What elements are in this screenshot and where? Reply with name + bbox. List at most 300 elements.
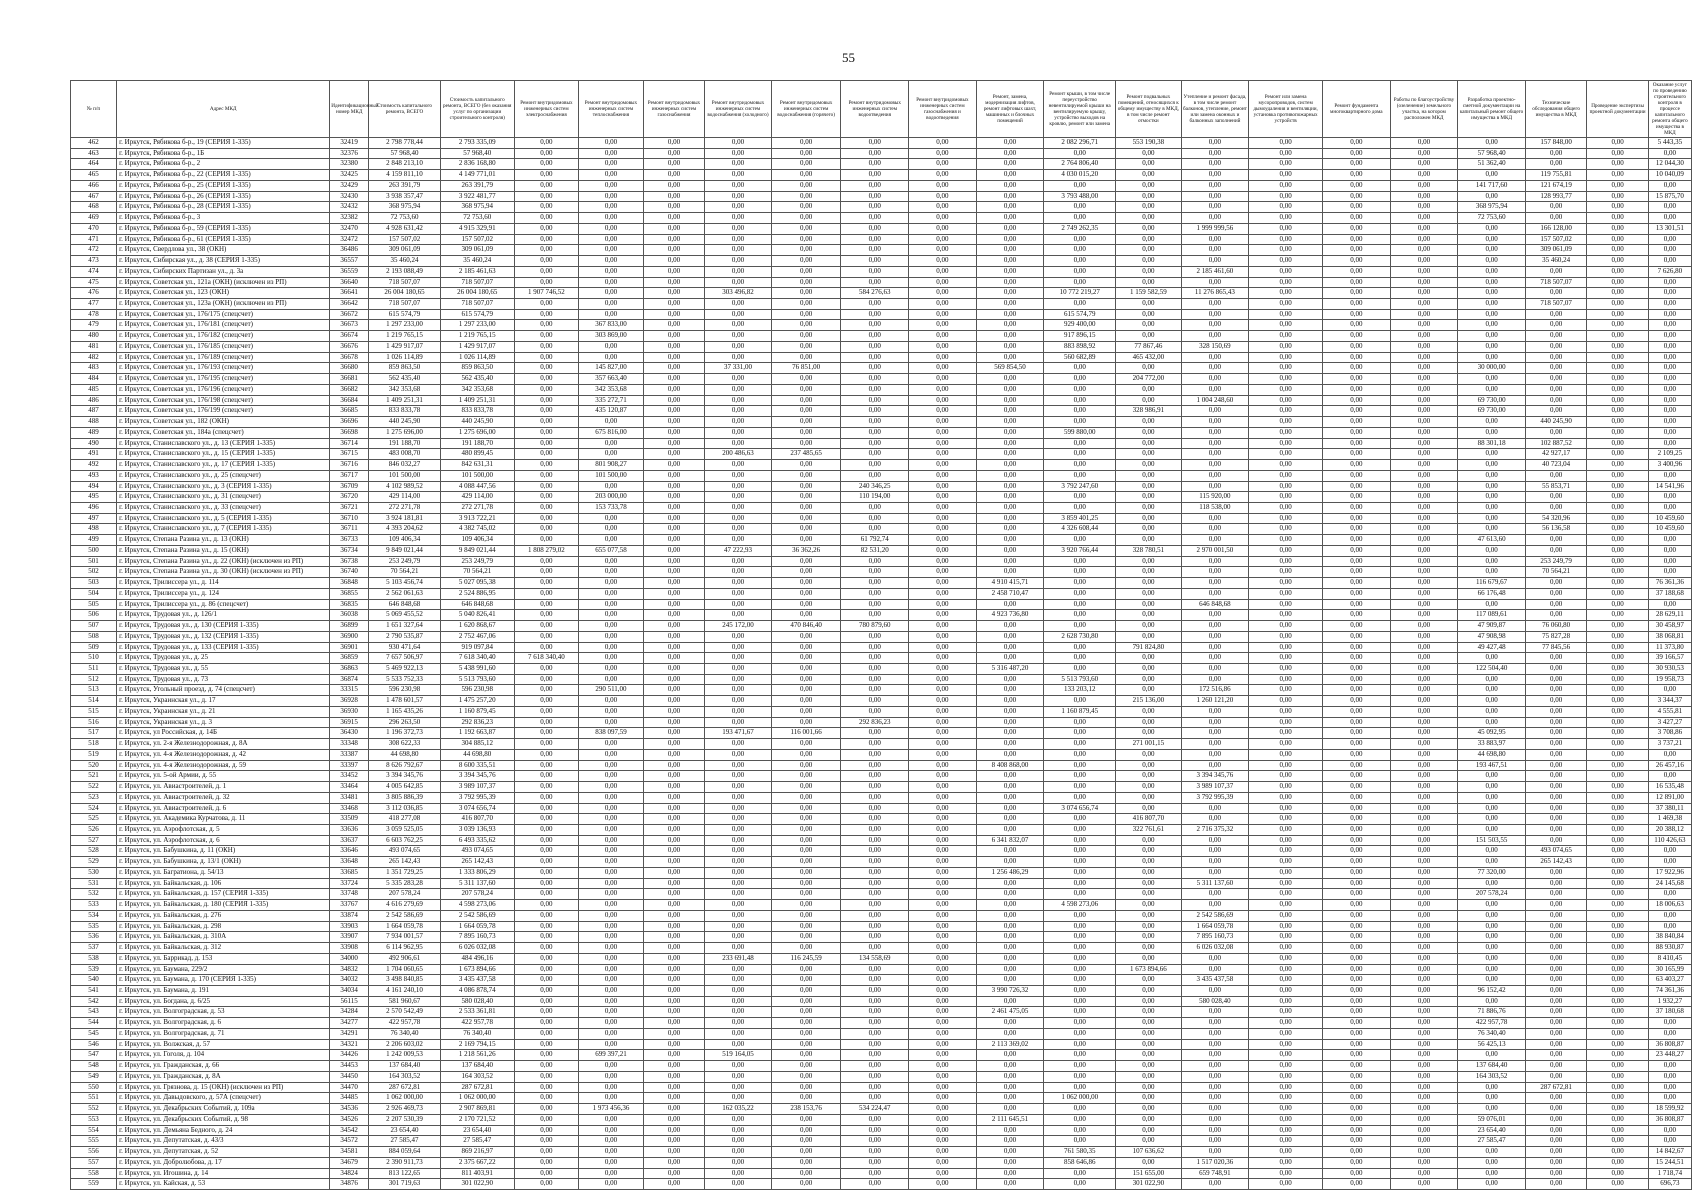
- amount-cell: 368 975,94: [440, 202, 514, 213]
- column-header: Ремонт внутридомовых инженерных систем газоснабжения и водоотведения: [909, 81, 977, 138]
- amount-cell: 0,00: [705, 460, 772, 471]
- amount-cell: 2 193 088,49: [369, 266, 441, 277]
- amount-cell: 0,00: [1249, 631, 1323, 642]
- amount-cell: 0,00: [1181, 814, 1249, 825]
- amount-cell: 0,00: [1390, 159, 1458, 170]
- amount-cell: 0,00: [705, 1071, 772, 1082]
- amount-cell: 0,00: [1323, 578, 1391, 589]
- amount-cell: 0,00: [1390, 170, 1458, 181]
- amount-cell: 0,00: [841, 696, 909, 707]
- table-row: [71, 642, 1692, 653]
- amount-cell: 26 457,16: [1648, 760, 1691, 771]
- amount-cell: 0,00: [976, 1018, 1044, 1029]
- table-row: [71, 717, 1692, 728]
- amount-cell: 0,00: [1044, 760, 1116, 771]
- amount-cell: 69 730,00: [1458, 395, 1526, 406]
- amount-cell: 265 142,43: [1525, 857, 1586, 868]
- id-cell: 34572: [330, 1136, 369, 1147]
- amount-cell: 0,00: [705, 1168, 772, 1179]
- amount-cell: 6 603 762,25: [369, 835, 441, 846]
- amount-cell: 0,00: [1525, 266, 1586, 277]
- amount-cell: 0,00: [1044, 986, 1116, 997]
- amount-cell: 0,00: [514, 996, 579, 1007]
- table-row: [71, 159, 1692, 170]
- amount-cell: 0,00: [1458, 234, 1526, 245]
- amount-cell: 0,00: [514, 374, 579, 385]
- amount-cell: 0,00: [1323, 867, 1391, 878]
- id-cell: 36930: [330, 706, 369, 717]
- amount-cell: 0,00: [1044, 1104, 1116, 1115]
- amount-cell: 0,00: [1390, 846, 1458, 857]
- id-cell: 33903: [330, 921, 369, 932]
- amount-cell: 0,00: [1648, 245, 1691, 256]
- amount-cell: 0,00: [1181, 1018, 1249, 1029]
- amount-cell: 0,00: [1044, 578, 1116, 589]
- amount-cell: 0,00: [643, 1168, 704, 1179]
- amount-cell: 0,00: [1458, 964, 1526, 975]
- row-number-cell: 556: [71, 1147, 117, 1158]
- amount-cell: 20 388,12: [1648, 825, 1691, 836]
- address-cell: г. Иркутск, Рябикова б-р., 28 (СЕРИЯ 1-335): [117, 202, 330, 213]
- column-header: Оказание услуг по проведению строительного контроля в процессе капитального ремонта общего имущества в МКД: [1648, 81, 1691, 138]
- amount-cell: 0,00: [1044, 782, 1116, 793]
- amount-cell: 0,00: [643, 986, 704, 997]
- amount-cell: 1 808 279,02: [514, 545, 579, 556]
- amount-cell: 0,00: [1458, 706, 1526, 717]
- amount-cell: 0,00: [705, 438, 772, 449]
- amount-cell: 0,00: [1116, 363, 1182, 374]
- amount-cell: 0,00: [1323, 803, 1391, 814]
- amount-cell: 0,00: [909, 943, 977, 954]
- amount-cell: 0,00: [1116, 1125, 1182, 1136]
- amount-cell: 3 805 886,39: [369, 792, 441, 803]
- address-cell: г. Иркутск, Рябикова б-р., 3: [117, 213, 330, 224]
- row-number-cell: 493: [71, 470, 117, 481]
- amount-cell: 0,00: [1181, 148, 1249, 159]
- amount-cell: 0,00: [1249, 148, 1323, 159]
- amount-cell: 0,00: [1181, 535, 1249, 546]
- amount-cell: 0,00: [1525, 1147, 1586, 1158]
- table-row: [71, 384, 1692, 395]
- amount-cell: 0,00: [1044, 910, 1116, 921]
- amount-cell: 27 585,47: [1458, 1136, 1526, 1147]
- amount-cell: 0,00: [643, 245, 704, 256]
- amount-cell: 0,00: [1648, 599, 1691, 610]
- id-cell: 34291: [330, 1028, 369, 1039]
- amount-cell: 0,00: [909, 835, 977, 846]
- amount-cell: 0,00: [1458, 782, 1526, 793]
- amount-cell: 2 926 469,73: [369, 1104, 441, 1115]
- amount-cell: 0,00: [1044, 1125, 1116, 1136]
- amount-cell: 0,00: [1044, 610, 1116, 621]
- row-number-cell: 489: [71, 427, 117, 438]
- amount-cell: 0,00: [909, 674, 977, 685]
- amount-cell: 0,00: [1587, 867, 1648, 878]
- address-cell: г. Иркутск, Сибирская ул., д. 38 (СЕРИЯ 1-335): [117, 256, 330, 267]
- amount-cell: 0,00: [1323, 674, 1391, 685]
- amount-cell: 0,00: [1181, 867, 1249, 878]
- row-number-cell: 547: [71, 1050, 117, 1061]
- amount-cell: 0,00: [1181, 320, 1249, 331]
- amount-cell: 0,00: [909, 706, 977, 717]
- amount-cell: 0,00: [1525, 696, 1586, 707]
- id-cell: 36738: [330, 556, 369, 567]
- id-cell: 33685: [330, 867, 369, 878]
- amount-cell: 0,00: [1458, 1093, 1526, 1104]
- amount-cell: 157 507,02: [440, 234, 514, 245]
- amount-cell: 0,00: [841, 223, 909, 234]
- amount-cell: 0,00: [1323, 1039, 1391, 1050]
- amount-cell: 75 827,28: [1525, 631, 1586, 642]
- amount-cell: 0,00: [514, 384, 579, 395]
- amount-cell: 157 848,00: [1525, 138, 1586, 149]
- amount-cell: 0,00: [579, 867, 644, 878]
- amount-cell: 0,00: [1587, 825, 1648, 836]
- table-row: [71, 878, 1692, 889]
- amount-cell: 0,00: [1249, 320, 1323, 331]
- amount-cell: 0,00: [909, 663, 977, 674]
- amount-cell: 6 341 832,07: [976, 835, 1044, 846]
- amount-cell: 0,00: [1587, 460, 1648, 471]
- amount-cell: 0,00: [771, 492, 841, 503]
- amount-cell: 0,00: [1181, 1039, 1249, 1050]
- amount-cell: 0,00: [1525, 470, 1586, 481]
- amount-cell: 0,00: [841, 374, 909, 385]
- id-cell: 33908: [330, 943, 369, 954]
- amount-cell: 0,00: [1116, 610, 1182, 621]
- amount-cell: 0,00: [1587, 223, 1648, 234]
- amount-cell: 0,00: [1323, 567, 1391, 578]
- amount-cell: 2 764 806,40: [1044, 159, 1116, 170]
- amount-cell: 82 531,20: [841, 545, 909, 556]
- amount-cell: 0,00: [1116, 782, 1182, 793]
- amount-cell: 0,00: [1044, 921, 1116, 932]
- amount-cell: 44 698,80: [1458, 749, 1526, 760]
- amount-cell: 0,00: [1458, 331, 1526, 342]
- amount-cell: 0,00: [976, 717, 1044, 728]
- amount-cell: 0,00: [1249, 685, 1323, 696]
- address-cell: г. Иркутск, Советская ул., 176/193 (спецсчет): [117, 363, 330, 374]
- amount-cell: 0,00: [976, 1082, 1044, 1093]
- amount-cell: 0,00: [514, 1039, 579, 1050]
- amount-cell: 0,00: [1044, 148, 1116, 159]
- amount-cell: 0,00: [1390, 653, 1458, 664]
- amount-cell: 0,00: [514, 567, 579, 578]
- amount-cell: 0,00: [643, 170, 704, 181]
- amount-cell: 0,00: [1181, 245, 1249, 256]
- row-number-cell: 497: [71, 513, 117, 524]
- amount-cell: 0,00: [909, 438, 977, 449]
- amount-cell: 0,00: [643, 1179, 704, 1190]
- amount-cell: 0,00: [514, 341, 579, 352]
- address-cell: г. Иркутск, ул. 2-я Железнодорожная, д. 8А: [117, 739, 330, 750]
- amount-cell: 36 362,26: [771, 545, 841, 556]
- address-cell: г. Иркутск, Советская ул., 182 (ОКН): [117, 417, 330, 428]
- address-cell: г. Иркутск, ул. Байкальская, д. 157 (СЕРИЯ 1-335): [117, 889, 330, 900]
- amount-cell: 0,00: [643, 567, 704, 578]
- amount-cell: 0,00: [705, 846, 772, 857]
- amount-cell: 0,00: [771, 1168, 841, 1179]
- amount-cell: 77 845,56: [1525, 642, 1586, 653]
- id-cell: 36696: [330, 417, 369, 428]
- amount-cell: 0,00: [514, 191, 579, 202]
- table-row: [71, 792, 1692, 803]
- row-number-cell: 469: [71, 213, 117, 224]
- amount-cell: 0,00: [1390, 320, 1458, 331]
- row-number-cell: 481: [71, 341, 117, 352]
- amount-cell: 0,00: [579, 299, 644, 310]
- amount-cell: 0,00: [909, 352, 977, 363]
- address-cell: г. Иркутск, ул. Грязнова, д. 15 (ОКН) (исключен из РП): [117, 1082, 330, 1093]
- amount-cell: 2 533 361,81: [440, 1007, 514, 1018]
- amount-cell: 0,00: [1458, 352, 1526, 363]
- table-row: [71, 1018, 1692, 1029]
- table-row: [71, 449, 1692, 460]
- amount-cell: 0,00: [976, 148, 1044, 159]
- amount-cell: 0,00: [1116, 299, 1182, 310]
- amount-cell: 0,00: [1181, 138, 1249, 149]
- id-cell: 33509: [330, 814, 369, 825]
- address-cell: г. Иркутск, ул. Декабрьских Событий, д. 109а: [117, 1104, 330, 1115]
- amount-cell: 4 159 811,10: [369, 170, 441, 181]
- address-cell: г. Иркутск, ул. Байкальская, д. 106: [117, 878, 330, 889]
- amount-cell: 0,00: [643, 266, 704, 277]
- amount-cell: 0,00: [705, 1028, 772, 1039]
- amount-cell: 0,00: [1249, 943, 1323, 954]
- amount-cell: 0,00: [1116, 588, 1182, 599]
- amount-cell: 0,00: [514, 792, 579, 803]
- amount-cell: 0,00: [643, 1071, 704, 1082]
- amount-cell: 215 136,00: [1116, 696, 1182, 707]
- amount-cell: 204 772,00: [1116, 374, 1182, 385]
- amount-cell: 0,00: [705, 1179, 772, 1190]
- amount-cell: 0,00: [705, 309, 772, 320]
- amount-cell: 0,00: [1587, 599, 1648, 610]
- table-row: [71, 867, 1692, 878]
- amount-cell: 0,00: [1648, 567, 1691, 578]
- amount-cell: 0,00: [841, 256, 909, 267]
- amount-cell: 4 928 631,42: [369, 223, 441, 234]
- amount-cell: 0,00: [1323, 749, 1391, 760]
- amount-cell: 0,00: [976, 621, 1044, 632]
- data-table: [70, 80, 1692, 1190]
- amount-cell: 0,00: [1458, 545, 1526, 556]
- amount-cell: 0,00: [1390, 792, 1458, 803]
- amount-cell: 0,00: [1323, 696, 1391, 707]
- amount-cell: 0,00: [579, 674, 644, 685]
- amount-cell: 0,00: [1525, 610, 1586, 621]
- row-number-cell: 509: [71, 642, 117, 653]
- amount-cell: 0,00: [514, 943, 579, 954]
- amount-cell: 0,00: [1249, 470, 1323, 481]
- amount-cell: 646 848,68: [369, 599, 441, 610]
- amount-cell: 0,00: [1587, 481, 1648, 492]
- amount-cell: 0,00: [976, 953, 1044, 964]
- amount-cell: 0,00: [976, 728, 1044, 739]
- amount-cell: 0,00: [1044, 363, 1116, 374]
- amount-cell: 0,00: [1390, 470, 1458, 481]
- table-row: [71, 953, 1692, 964]
- amount-cell: 0,00: [1323, 545, 1391, 556]
- amount-cell: 0,00: [1249, 223, 1323, 234]
- amount-cell: 0,00: [1044, 964, 1116, 975]
- amount-cell: 0,00: [705, 395, 772, 406]
- amount-cell: 761 580,35: [1044, 1147, 1116, 1158]
- amount-cell: 0,00: [1323, 556, 1391, 567]
- amount-cell: 191 188,70: [440, 438, 514, 449]
- amount-cell: 72 753,60: [440, 213, 514, 224]
- amount-cell: 869 216,97: [440, 1147, 514, 1158]
- amount-cell: 0,00: [1390, 835, 1458, 846]
- amount-cell: 0,00: [579, 309, 644, 320]
- id-cell: 36740: [330, 567, 369, 578]
- amount-cell: 18 006,63: [1648, 900, 1691, 911]
- amount-cell: 0,00: [514, 180, 579, 191]
- amount-cell: 0,00: [1587, 953, 1648, 964]
- table-row: [71, 148, 1692, 159]
- id-cell: 36674: [330, 331, 369, 342]
- amount-cell: 0,00: [841, 449, 909, 460]
- amount-cell: 0,00: [1323, 653, 1391, 664]
- amount-cell: 0,00: [1648, 492, 1691, 503]
- address-cell: г. Иркутск, ул. Кайская, д. 53: [117, 1179, 330, 1190]
- amount-cell: 0,00: [1525, 674, 1586, 685]
- amount-cell: 0,00: [705, 374, 772, 385]
- amount-cell: 23 448,27: [1648, 1050, 1691, 1061]
- amount-cell: 3 708,86: [1648, 728, 1691, 739]
- amount-cell: 0,00: [514, 964, 579, 975]
- amount-cell: 0,00: [771, 578, 841, 589]
- amount-cell: 0,00: [514, 674, 579, 685]
- address-cell: г. Иркутск, Станиславского ул., д. 15 (СЕРИЯ 1-335): [117, 449, 330, 460]
- amount-cell: 0,00: [1458, 374, 1526, 385]
- amount-cell: 0,00: [976, 921, 1044, 932]
- id-cell: 36698: [330, 427, 369, 438]
- amount-cell: 4 616 279,69: [369, 900, 441, 911]
- amount-cell: 0,00: [841, 180, 909, 191]
- amount-cell: 7 626,80: [1648, 266, 1691, 277]
- amount-cell: 0,00: [643, 331, 704, 342]
- amount-cell: 615 574,79: [369, 309, 441, 320]
- amount-cell: 0,00: [909, 996, 977, 1007]
- amount-cell: 128 993,77: [1525, 191, 1586, 202]
- amount-cell: 0,00: [514, 760, 579, 771]
- amount-cell: 0,00: [514, 320, 579, 331]
- id-cell: 36901: [330, 642, 369, 653]
- id-cell: 36835: [330, 599, 369, 610]
- table-row: [71, 1179, 1692, 1190]
- amount-cell: 0,00: [643, 653, 704, 664]
- amount-cell: 0,00: [1181, 202, 1249, 213]
- address-cell: г. Иркутск, ул. Депутатская, д. 43/3: [117, 1136, 330, 1147]
- amount-cell: 0,00: [514, 663, 579, 674]
- row-number-cell: 558: [71, 1168, 117, 1179]
- row-number-cell: 536: [71, 932, 117, 943]
- amount-cell: 0,00: [1181, 180, 1249, 191]
- amount-cell: 0,00: [771, 1028, 841, 1039]
- amount-cell: 0,00: [1390, 1071, 1458, 1082]
- amount-cell: 0,00: [1587, 943, 1648, 954]
- table-row: [71, 728, 1692, 739]
- amount-cell: 13 301,51: [1648, 223, 1691, 234]
- amount-cell: 0,00: [1323, 975, 1391, 986]
- amount-cell: 0,00: [909, 299, 977, 310]
- amount-cell: 0,00: [976, 975, 1044, 986]
- amount-cell: 0,00: [909, 395, 977, 406]
- amount-cell: 0,00: [1458, 288, 1526, 299]
- address-cell: г. Иркутск, ул. Гражданская, д. 8А: [117, 1071, 330, 1082]
- amount-cell: 0,00: [643, 1157, 704, 1168]
- amount-cell: 0,00: [771, 1093, 841, 1104]
- amount-cell: 0,00: [1458, 953, 1526, 964]
- table-row: [71, 610, 1692, 621]
- amount-cell: 0,00: [705, 910, 772, 921]
- amount-cell: 57 968,40: [369, 148, 441, 159]
- row-number-cell: 549: [71, 1071, 117, 1082]
- amount-cell: 70 564,21: [369, 567, 441, 578]
- amount-cell: 0,00: [1181, 460, 1249, 471]
- table-row: [71, 535, 1692, 546]
- amount-cell: 0,00: [705, 213, 772, 224]
- id-cell: 36641: [330, 288, 369, 299]
- amount-cell: 0,00: [1390, 578, 1458, 589]
- amount-cell: 3 394 345,76: [440, 771, 514, 782]
- amount-cell: 0,00: [976, 406, 1044, 417]
- amount-cell: 30 165,99: [1648, 964, 1691, 975]
- amount-cell: 26 004 180,65: [369, 288, 441, 299]
- row-number-cell: 512: [71, 674, 117, 685]
- amount-cell: 301 022,90: [440, 1179, 514, 1190]
- column-header: Ремонт крыши, в том числе переустройство невентилируемой крыши на вентилируемую крышу, устройство выходов на кровлю, ремонт или замена: [1044, 81, 1116, 138]
- amount-cell: 0,00: [1587, 653, 1648, 664]
- row-number-cell: 535: [71, 921, 117, 932]
- amount-cell: 0,00: [1249, 395, 1323, 406]
- amount-cell: 0,00: [1323, 610, 1391, 621]
- amount-cell: 0,00: [976, 846, 1044, 857]
- amount-cell: 0,00: [1390, 1018, 1458, 1029]
- table-row: [71, 975, 1692, 986]
- row-number-cell: 465: [71, 170, 117, 181]
- amount-cell: 102 887,52: [1525, 438, 1586, 449]
- amount-cell: 0,00: [1323, 202, 1391, 213]
- amount-cell: 0,00: [909, 331, 977, 342]
- amount-cell: 655 077,58: [579, 545, 644, 556]
- amount-cell: 0,00: [1323, 1018, 1391, 1029]
- amount-cell: 0,00: [909, 427, 977, 438]
- amount-cell: 1 673 894,66: [1116, 964, 1182, 975]
- amount-cell: 2 109,25: [1648, 449, 1691, 460]
- amount-cell: 0,00: [771, 599, 841, 610]
- address-cell: г. Иркутск, ул. Байкальская, д. 312: [117, 943, 330, 954]
- amount-cell: 0,00: [841, 1082, 909, 1093]
- amount-cell: 917 896,15: [1044, 331, 1116, 342]
- amount-cell: 0,00: [514, 245, 579, 256]
- amount-cell: 0,00: [976, 256, 1044, 267]
- amount-cell: 0,00: [1587, 256, 1648, 267]
- id-cell: 36681: [330, 374, 369, 385]
- id-cell: 33481: [330, 792, 369, 803]
- amount-cell: 0,00: [1181, 889, 1249, 900]
- amount-cell: 0,00: [1044, 889, 1116, 900]
- amount-cell: 0,00: [514, 846, 579, 857]
- amount-cell: 0,00: [705, 223, 772, 234]
- amount-cell: 1 704 060,65: [369, 964, 441, 975]
- amount-cell: 0,00: [909, 374, 977, 385]
- amount-cell: 96 152,42: [1458, 986, 1526, 997]
- amount-cell: 0,00: [1458, 599, 1526, 610]
- amount-cell: 301 719,63: [369, 1179, 441, 1190]
- amount-cell: 2 375 667,22: [440, 1157, 514, 1168]
